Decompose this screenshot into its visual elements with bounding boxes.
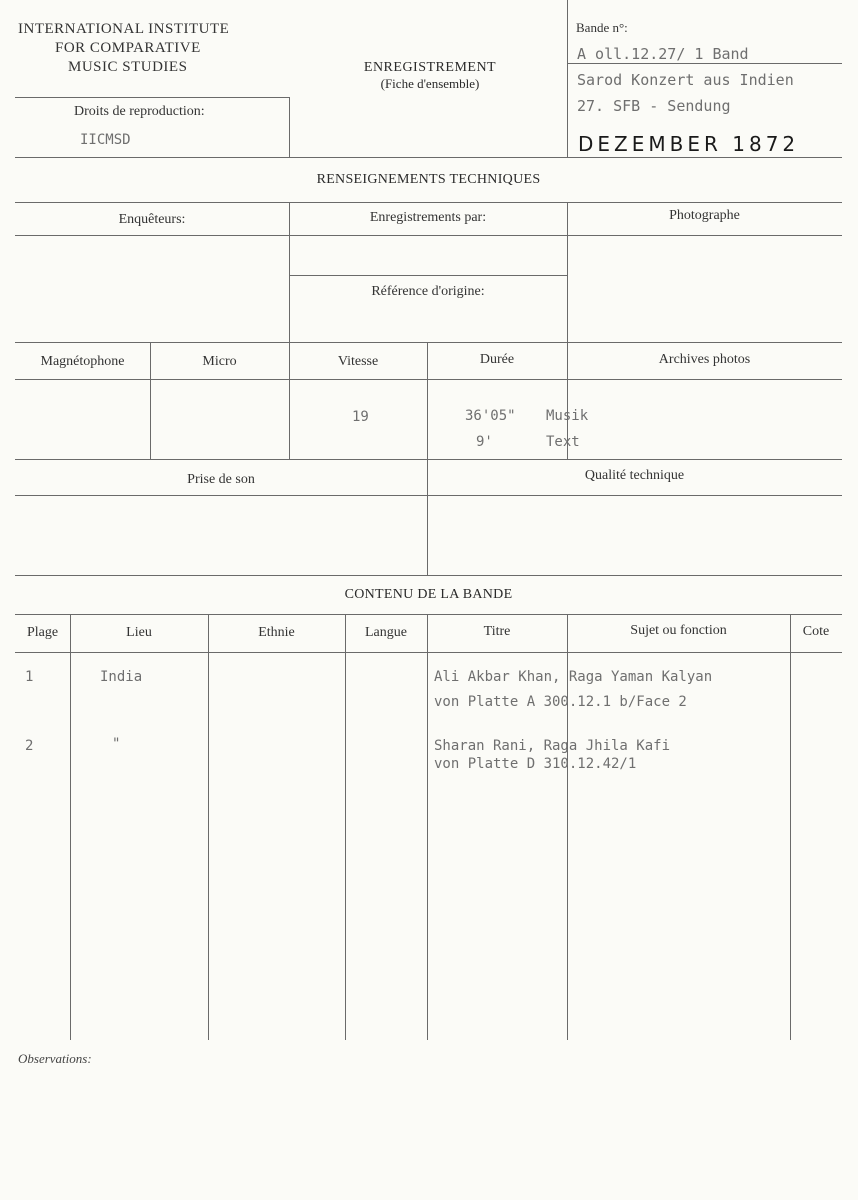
observations-label: Observations: (18, 1051, 92, 1066)
col-sujet: Sujet ou fonction (630, 623, 727, 638)
droits-label: Droits de reproduction: (74, 104, 205, 119)
magnetophone-label: Magnétophone (40, 354, 125, 369)
form-title-block (330, 60, 530, 92)
row-1-plage: 1 (25, 669, 34, 685)
form-subtitle: (Fiche d'ensemble) (380, 76, 480, 91)
col-langue: Langue (365, 625, 407, 640)
bande-handwritten-date: DEZEMBER 1872 (578, 132, 800, 156)
col-cote: Cote (802, 624, 830, 639)
row-1-titre-line-1: Ali Akbar Khan, Raga Yaman Kalyan (434, 669, 713, 685)
enqueteurs-label: Enquêteurs: (118, 212, 186, 227)
col-ethnie: Ethnie (258, 625, 295, 640)
row-1-lieu: India (100, 669, 143, 685)
micro-label: Micro (202, 354, 237, 369)
qualite-technique-label: Qualité technique (584, 468, 685, 483)
droits-value: IICMSD (80, 132, 131, 148)
institute-line-3: MUSIC STUDIES (68, 59, 188, 75)
vitesse-label: Vitesse (337, 354, 379, 369)
duree-value-musik: 36'05" (465, 408, 516, 424)
row-2-lieu: " (112, 736, 121, 752)
bande-title: Sarod Konzert aus Indien (577, 71, 794, 89)
tech-heading: RENSEIGNEMENTS TECHNIQUES (316, 172, 541, 187)
row-2-plage: 2 (25, 738, 34, 754)
col-lieu: Lieu (126, 625, 152, 640)
vitesse-value: 19 (352, 409, 369, 425)
form-title: ENREGISTREMENT (363, 60, 497, 75)
duree-label: Durée (479, 352, 515, 367)
reference-origine-label: Référence d'origine: (371, 284, 485, 299)
row-2-titre-line-2: von Platte D 310.12.42/1 (434, 756, 637, 772)
enregistrements-par-label: Enregistrements par: (369, 210, 487, 225)
institute-line-1: INTERNATIONAL INSTITUTE (18, 21, 230, 37)
bande-label: Bande n°: (576, 20, 628, 35)
col-titre: Titre (483, 624, 511, 639)
duree-label-text: Text (546, 434, 580, 450)
col-plage: Plage (26, 625, 59, 640)
photographe-label: Photographe (669, 208, 740, 223)
row-2-titre-line-1: Sharan Rani, Raga Jhila Kafi (434, 738, 671, 754)
duree-label-musik: Musik (546, 408, 589, 424)
prise-de-son-label: Prise de son (187, 472, 255, 487)
duree-value-text: 9' (476, 434, 493, 450)
institute-name (18, 20, 278, 77)
contenu-heading: CONTENU DE LA BANDE (344, 587, 513, 602)
bande-broadcast: 27. SFB - Sendung (577, 97, 731, 115)
archives-photos-label: Archives photos (658, 352, 751, 367)
bande-number: A oll.12.27/ 1 Band (577, 45, 749, 63)
institute-line-2: FOR COMPARATIVE (55, 40, 201, 56)
row-1-titre-line-2: von Platte A 300.12.1 b/Face 2 (434, 694, 687, 710)
